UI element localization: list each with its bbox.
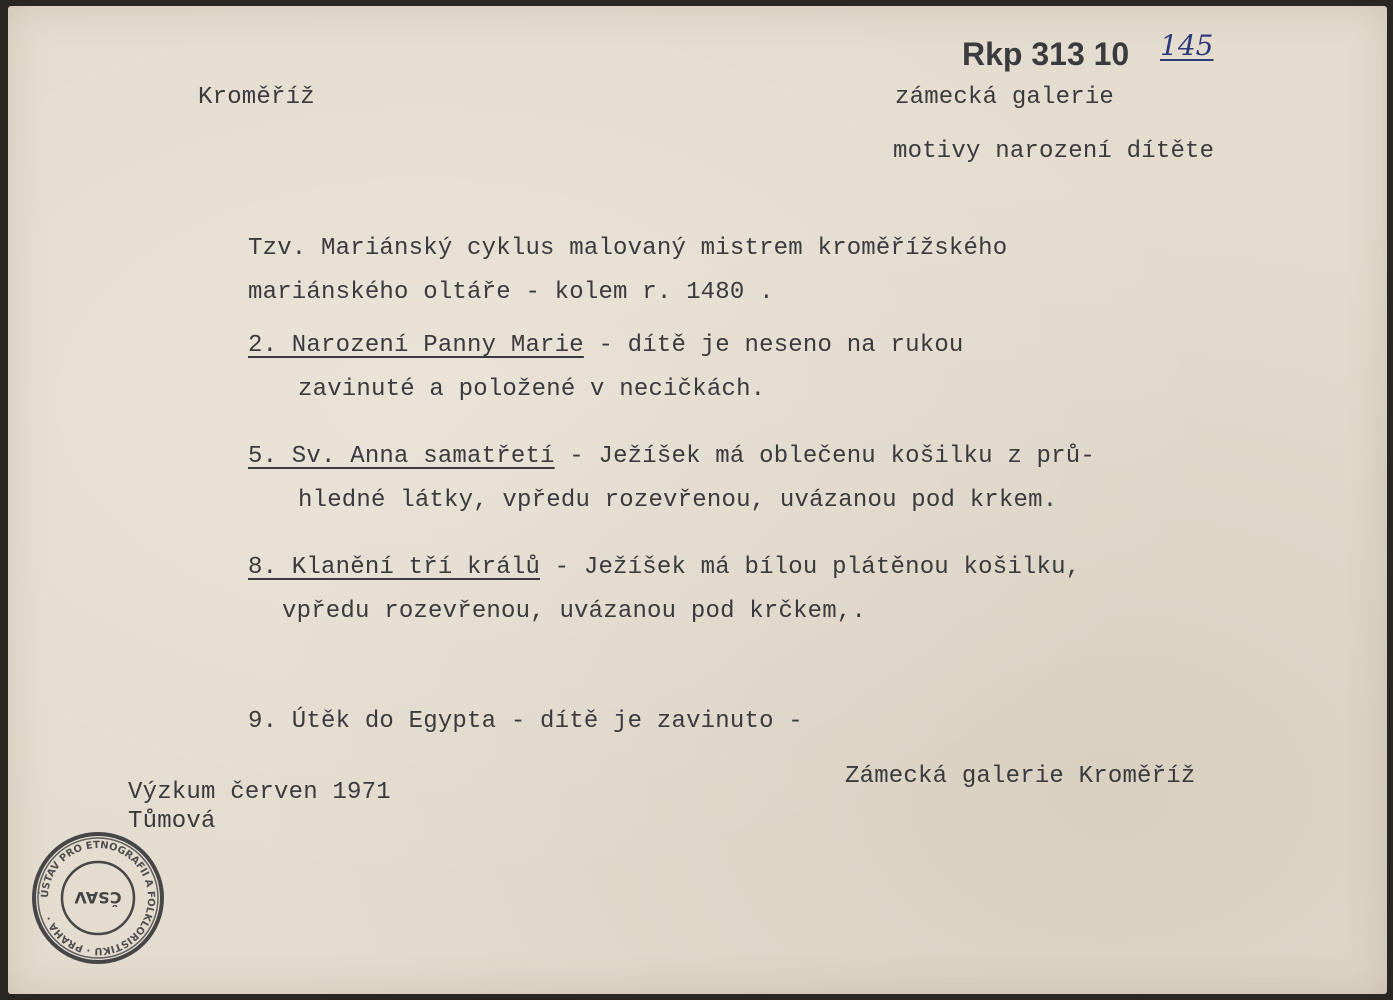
entry-8-title: 8. Klanění tří králů: [248, 554, 541, 581]
topic-line: motivy narození dítěte: [893, 138, 1215, 165]
entry-5-text-1: - Ježíšek má oblečenu košilku z prů-: [554, 443, 1095, 470]
entry-2-title: 2. Narození Panny Marie: [248, 332, 584, 359]
call-number: Rkp 313 10: [962, 36, 1130, 72]
entry-8-first-line: [248, 556, 1080, 580]
gallery-location: Zámecká galerie Kroměříž: [845, 763, 1196, 790]
entry-5-first-line: [248, 445, 1095, 469]
entry-8-text-1: - Ježíšek má bílou plátěnou košilku,: [540, 554, 1081, 581]
entry-2-first-line: [248, 334, 964, 358]
entry-5-text-2: hledné látky, vpředu rozevřenou, uvázanou pod krkem.: [298, 487, 1058, 514]
entry-5-title: 5. Sv. Anna samatřetí: [248, 443, 555, 470]
author-name: Tůmová: [128, 808, 216, 835]
collection-name: zámecká galerie: [895, 84, 1115, 111]
institution-stamp: [28, 828, 168, 968]
stamp-ring-text: ÚSTAV PRO ETNOGRAFII A FOLKLORISTIKU · PRAHA ·: [39, 839, 157, 957]
place-name: Kroměříž: [198, 84, 315, 111]
entry-2-text-1: - dítě je neseno na rukou: [583, 332, 964, 359]
research-date: Výzkum červen 1971: [128, 779, 391, 806]
entry-2-text-2: zavinuté a položené v necičkách.: [298, 376, 766, 403]
intro-line-1: Tzv. Mariánský cyklus malovaný mistrem kroměřížského: [248, 235, 1008, 262]
stamp-center-text: ČSAV: [74, 888, 122, 907]
entry-8-text-2: vpředu rozevřenou, uvázanou pod krčkem,.: [282, 598, 867, 625]
intro-line-2: mariánského oltáře - kolem r. 1480 .: [248, 279, 774, 306]
handwritten-call-number: 145: [1160, 29, 1214, 62]
entry-9-line: 9. Útěk do Egypta - dítě je zavinuto -: [248, 708, 803, 735]
